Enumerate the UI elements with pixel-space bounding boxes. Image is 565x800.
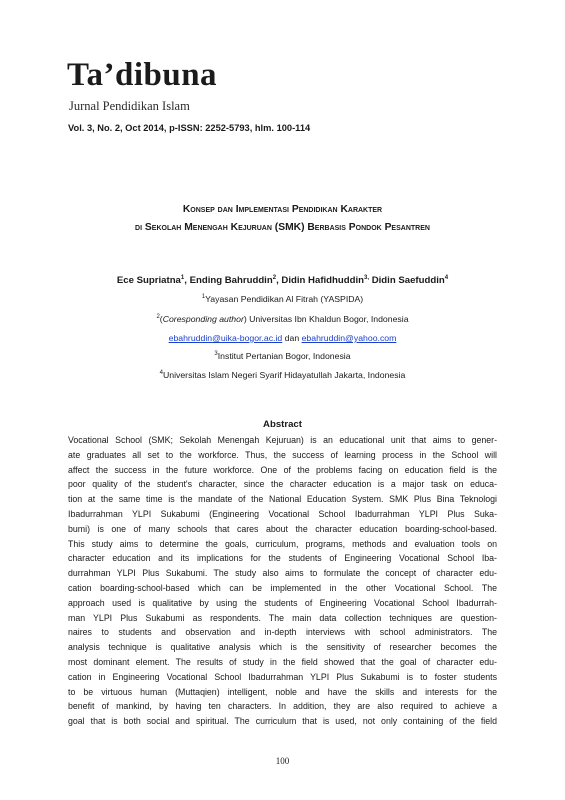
corresponding-author-label: Coresponding author [162, 314, 244, 324]
author-name: Ending Bahruddin [189, 275, 273, 286]
affiliation-superscript: 4 [159, 370, 163, 377]
author-name: Didin Saefuddin [371, 275, 445, 286]
affiliation-1 [40, 294, 525, 305]
abstract-line: approach used is qualitative by using the students of Engineering Vocational School Ibadurrah- [68, 597, 497, 608]
abstract-line: durrahman YLPI Plus Sukabumi. The study also aims to formulate the concept of character edu- [68, 568, 497, 579]
page-number: 100 [275, 756, 290, 766]
abstract-line: bumi) is one of many schools that cares about the character education boarding-school-based. [68, 523, 497, 534]
abstract-line: benefit of mankind, by having ten characters. In addition, they are also required to achieve a [68, 701, 497, 712]
abstract-line: character education and its implications for the students of Engineering Vocational School Iba- [68, 553, 497, 564]
affiliation-superscript: 3 [214, 351, 218, 358]
email-link-1[interactable]: ebahruddin@uika-bogor.ac.id [168, 333, 283, 343]
abstract-line: cation boarding-school-based which can be implemented in the other Vocational School. The [68, 582, 497, 593]
affiliation-text: Universitas Islam Negeri Syarif Hidayatullah Jakarta, Indonesia [162, 370, 406, 380]
affiliation-text: Institut Pertanian Bogor, Indonesia [217, 351, 351, 361]
author-superscript: 1 [180, 274, 185, 281]
abstract-line: man YLPI Plus Sukabumi as respondents. The main data collection techniques are question- [68, 612, 497, 623]
author-superscript: 3, [364, 274, 370, 281]
author-separator: , [184, 275, 190, 286]
paper-title-line-2: di Sekolah Menengah Kejuruan (SMK) Berbasis Pondok Pesantren [135, 222, 430, 233]
author-list [40, 275, 525, 287]
journal-volume-info: Vol. 3, No. 2, Oct 2014, p-ISSN: 2252-5793, hlm. 100-114 [68, 123, 311, 133]
abstract-line: goal that is both social and spiritual. The curriculum that is used, not only containing of the field [68, 716, 497, 727]
author-name: Ece Supriatna [116, 275, 181, 286]
abstract-line: analysis technique is qualitative analysis which is the sensitivity of researcher becomes the [68, 642, 497, 653]
abstract-heading: Abstract [263, 419, 302, 430]
journal-title: Ta’dibuna [67, 57, 218, 93]
abstract-line: cation in Engineering Vocational School Ibadurrahman YLPI Plus Sukabumi is to foster students [68, 671, 497, 682]
affiliation-superscript: 1 [201, 294, 206, 301]
abstract-line: tion at the same time is the mandate of the National Education System. SMK Plus Bina Teknologi [68, 494, 497, 505]
abstract-line: This study aims to determine the goals, curriculum, programs, methods and evaluation tools on [68, 538, 497, 549]
abstract-line: to be virtuous human (Muttaqien) intelligent, noble and have the skills and interests for the [68, 686, 497, 697]
email-separator: dan [282, 333, 302, 343]
affiliation-paren-open: ( [159, 314, 163, 324]
author-name: Didin Hafidhuddin [281, 275, 365, 286]
author-superscript: 4 [444, 274, 449, 281]
journal-subtitle: Jurnal Pendidikan Islam [69, 99, 190, 113]
affiliation-superscript: 2 [156, 314, 160, 321]
abstract-line: ate graduates all set to the workforce. Thus, the success of learning process in the School will [68, 449, 497, 460]
author-separator: , [276, 275, 282, 286]
paper-title-line-1: Konsep dan Implementasi Pendidikan Karakter [182, 204, 383, 215]
abstract-line: naires to students and observation and in-depth interviews with school administrators. The [68, 627, 497, 638]
abstract-body [68, 433, 497, 729]
affiliation-4 [40, 370, 525, 381]
author-superscript: 2 [272, 274, 277, 281]
affiliation-text: Yayasan Pendidikan Al Fitrah (YASPIDA) [205, 294, 364, 304]
abstract-line: poor quality of the student's character, since the character education is a major task on educa- [68, 479, 497, 490]
affiliation-2 [40, 314, 525, 325]
abstract-line: Vocational School (SMK; Sekolah Menengah Kejuruan) is an educational unit that aims to gener- [68, 435, 497, 445]
email-link-2[interactable]: ebahruddin@yahoo.com [301, 333, 397, 343]
affiliation-3 [40, 351, 525, 362]
affiliation-text: ) Universitas Ibn Khaldun Bogor, Indonesia [243, 314, 409, 324]
abstract-line: most dominant element. The results of study in the field showed that the goal of character edu- [68, 656, 497, 667]
email-line [40, 333, 525, 344]
abstract-line: Ibadurrahman YLPI Sukabumi (Engineering Vocational School Ibadurrahman YLPI Plus Suka- [68, 508, 497, 519]
abstract-line: affect the success in the future workforce. One of the problems facing on education field is the [68, 464, 497, 475]
